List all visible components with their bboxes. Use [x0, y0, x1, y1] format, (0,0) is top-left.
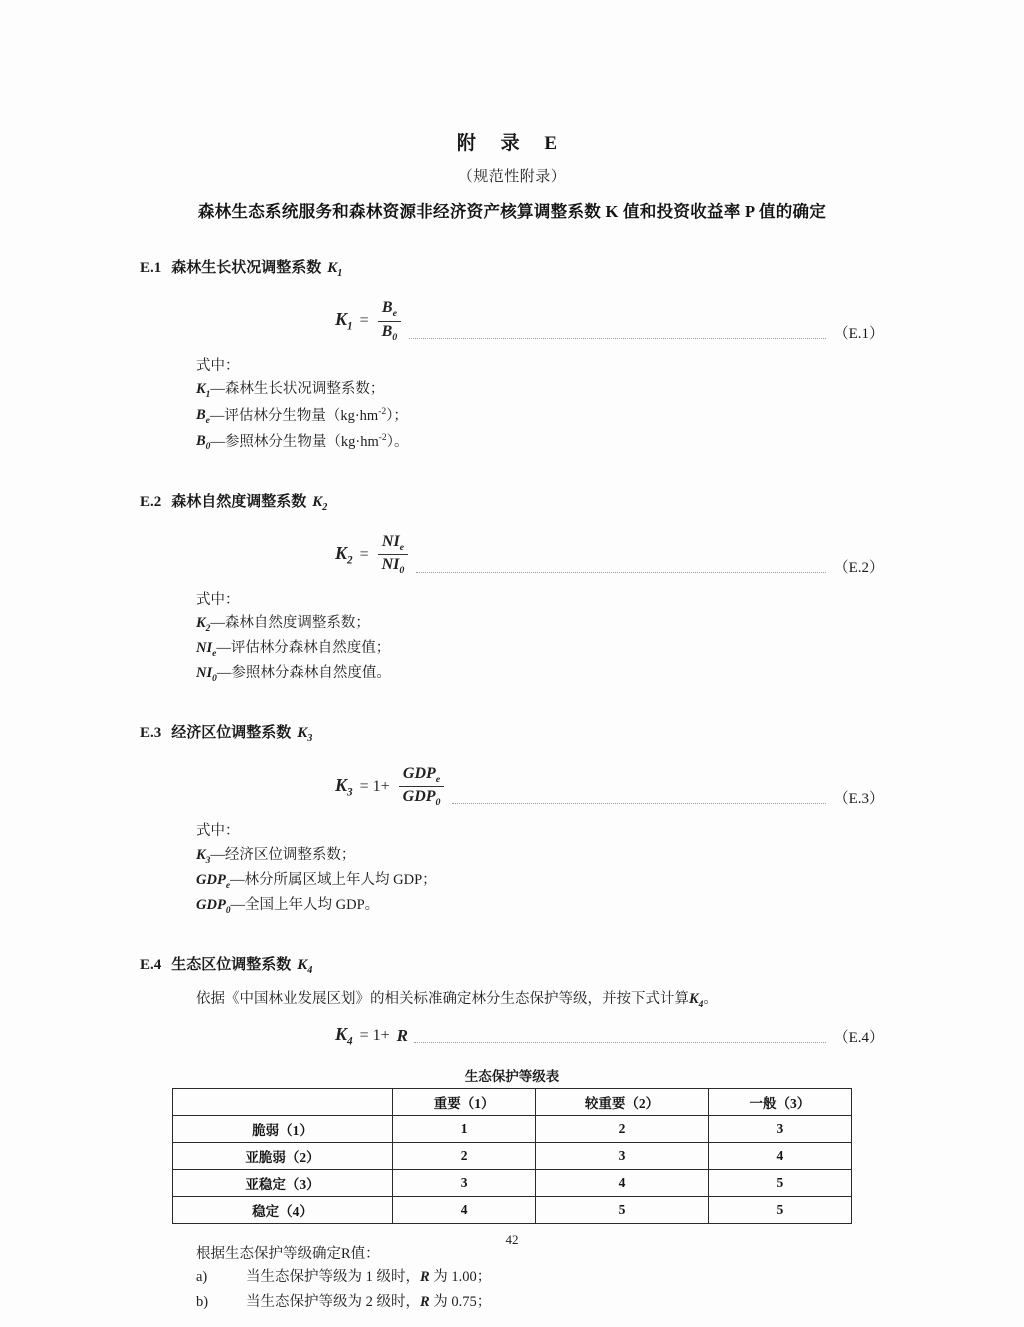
section-number-e3: E.3 — [140, 725, 162, 742]
table-cell: 5 — [536, 1197, 709, 1224]
table-col-header: 一般（3） — [708, 1089, 851, 1116]
page-content — [140, 128, 884, 1315]
table-col-header: 重要（1） — [393, 1089, 536, 1116]
equation-number-e2: （E.2） — [833, 559, 884, 576]
r-value-list — [196, 1265, 884, 1315]
table-row — [173, 1197, 852, 1224]
formula-row-e4 — [140, 1019, 884, 1049]
formula-row-e3 — [140, 758, 884, 810]
section-heading-e2 — [140, 490, 884, 513]
section-title-e3: 经济区位调整系数 — [171, 725, 292, 742]
eco-protection-grade-table — [172, 1088, 852, 1224]
page-number: 42 — [505, 1232, 519, 1247]
formula-row-e2 — [140, 527, 884, 579]
section-heading-e1 — [140, 256, 884, 279]
table-cell: 3 — [536, 1143, 709, 1170]
where-item: $K_3—$经济区位调整系数； — [196, 846, 356, 866]
where-item: $NI_0—$参照林分森林自然度值。 — [196, 665, 391, 685]
equation-number-e4: （E.4） — [833, 1030, 884, 1047]
equation-number-e1: （E.1） — [833, 326, 884, 342]
table-cell: 5 — [708, 1197, 851, 1224]
table-cell: 4 — [708, 1143, 851, 1170]
appendix-title: 附 录 E — [456, 133, 568, 154]
where-clause-e2 — [196, 589, 884, 688]
where-item: $B_0—$参照林分生物量$(kg\cdot hm^{-2})$。 — [196, 431, 409, 453]
table-cell: 4 — [393, 1197, 536, 1224]
dot-leader — [452, 802, 825, 804]
where-clause-e1 — [196, 355, 884, 456]
section-title-e4: 生态区位调整系数 — [171, 957, 292, 974]
where-item: $B_e—$评估林分生物量$(kg\cdot hm^{-2})$； — [196, 405, 408, 427]
list-item-text: 当生态保护等级为 1 级时，R 为 1.00； — [246, 1269, 492, 1286]
section-heading-e4 — [140, 953, 884, 976]
page-title: 森林生态系统服务和森林资源非经济资产核算调整系数 K 值和投资收益率 P 值的确定 — [197, 202, 827, 221]
section-title-e1: 森林生长状况调整系数 — [171, 260, 322, 276]
table-row — [173, 1116, 852, 1143]
where-clause-e3 — [196, 820, 884, 919]
section-symbol-e1: $K_1$ — [327, 260, 343, 279]
dot-leader — [416, 571, 825, 573]
table-cell: 3 — [393, 1170, 536, 1197]
section-symbol-e3: $K_3$ — [297, 725, 313, 745]
table-cell: 4 — [536, 1170, 709, 1197]
where-item: $GDP_e—$林分所属区域上年人均 GDP； — [196, 872, 437, 891]
table-row-header: 亚脆弱（2） — [173, 1143, 393, 1170]
table-cell: 2 — [393, 1143, 536, 1170]
table-cell: 3 — [708, 1116, 851, 1143]
section-symbol-e4: $K_4$ — [297, 957, 313, 977]
dot-leader — [409, 337, 825, 339]
table-cell: 2 — [536, 1116, 709, 1143]
where-item: $K_2—$森林自然度调整系数； — [196, 615, 370, 634]
formula-row-e1 — [140, 293, 884, 345]
dot-leader — [414, 1041, 826, 1043]
where-item: $NI_e—$评估林分森林自然度值； — [196, 640, 391, 660]
table-row-header: 亚稳定（3） — [173, 1170, 393, 1197]
formula-e4: $K_4$ = 1+ R — [335, 1023, 408, 1048]
table-col-header: 较重要（2） — [536, 1089, 709, 1116]
table-cell: 1 — [393, 1116, 536, 1143]
paragraph-e4: 依据《中国林业发展区划》的相关标准确定林分生态保护等级，并按下式计算$K_4$。 — [196, 991, 718, 1011]
section-number-e1: E.1 — [140, 260, 162, 276]
table-row — [173, 1143, 852, 1170]
equation-number-e3: （E.3） — [833, 791, 884, 808]
section-title-e2: 森林自然度调整系数 — [171, 493, 307, 510]
table-caption: 生态保护等级表 — [464, 1069, 560, 1085]
list-marker: a) — [196, 1269, 208, 1286]
where-label-e2: 式中： — [196, 591, 240, 608]
table-row — [173, 1170, 852, 1197]
formula-e1: $K_1$ = $\frac{B_e}{B_0}$ — [335, 299, 403, 345]
list-item — [196, 1265, 884, 1290]
list-item — [196, 1290, 884, 1315]
table-cell: 5 — [708, 1170, 851, 1197]
r-value-intro: 根据生态保护等级确定R值： — [196, 1246, 380, 1263]
table-row-header: 稳定（4） — [173, 1197, 393, 1224]
section-number-e2: E.2 — [140, 493, 162, 510]
table-corner-cell — [173, 1089, 393, 1116]
where-item: $GDP_0—$全国上年人均 GDP。 — [196, 897, 380, 917]
section-heading-e3 — [140, 721, 884, 744]
formula-e3: $K_3$ = 1+ $\frac{GDP_e}{GDP_0}$ — [335, 765, 446, 811]
where-label-e3: 式中： — [196, 823, 240, 840]
appendix-kind: （规范性附录） — [457, 169, 567, 185]
section-symbol-e2: $K_2$ — [312, 493, 328, 513]
list-marker: b) — [196, 1294, 209, 1311]
formula-e2: $K_2$ = $\frac{NI_e}{NI_0}$ — [335, 533, 410, 579]
section-number-e4: E.4 — [140, 957, 162, 974]
where-item: $K_1—$森林生长状况调整系数； — [196, 381, 385, 401]
list-item-text: 当生态保护等级为 2 级时，R 为 0.75； — [246, 1294, 492, 1311]
table-header-row — [173, 1089, 852, 1116]
where-label-e1: 式中： — [196, 358, 240, 374]
table-row-header: 脆弱（1） — [173, 1116, 393, 1143]
